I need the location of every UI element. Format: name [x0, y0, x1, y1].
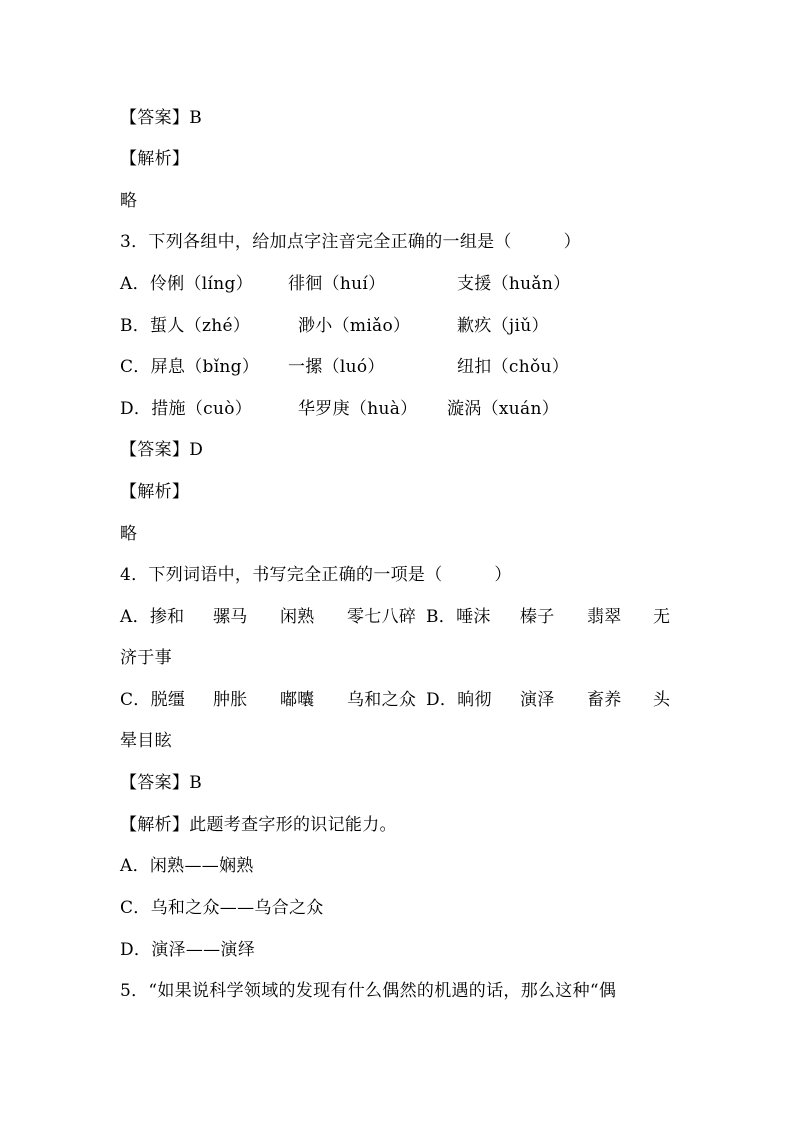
q4-word: 畜养 — [587, 690, 622, 710]
q4-options-line-4: 晕目眩 — [120, 731, 172, 751]
q4-word: 闲熟 — [280, 607, 315, 627]
q4-analysis: 【解析】此题考查字形的识记能力。 — [120, 815, 397, 835]
q3-a-2: 徘徊（huí） — [288, 274, 386, 294]
q3-analysis-text: 略 — [120, 524, 138, 544]
q3-d-3: 漩涡（xuán） — [447, 399, 560, 419]
q3-analysis-label: 【解析】 — [120, 482, 190, 502]
q3-stem: 3．下列各组中，给加点字注音完全正确的一组是（ ） — [120, 232, 581, 252]
q4-word: 翡翠 — [587, 607, 622, 627]
q3-c-1: C．屏息（bǐng） — [120, 357, 260, 377]
q3-b-3: 歉疚（jiǔ） — [457, 316, 549, 336]
q4-answer: 【答案】B — [120, 773, 202, 793]
q3-d-1: D．措施（cuò） — [120, 399, 253, 419]
q5-stem: 5．“如果说科学领域的发现有什么偶然的机遇的话，那么这种“偶 — [120, 981, 617, 1001]
q4-word: D．晌彻 — [426, 690, 492, 710]
q4-word: 头 — [653, 690, 671, 710]
q4-word: 肿胀 — [213, 690, 248, 710]
q4-correction-c: C．乌和之众——乌合之众 — [120, 898, 324, 918]
q4-word: C．脱缰 — [120, 690, 186, 710]
q4-options-line-2: 济于事 — [120, 648, 172, 668]
q4-word: 演泽 — [520, 690, 555, 710]
q3-b-2: 渺小（miǎo） — [298, 316, 411, 336]
q2-answer: 【答案】B — [120, 108, 202, 128]
q4-word: A．掺和 — [120, 607, 185, 627]
q3-answer: 【答案】D — [120, 440, 204, 460]
q4-correction-d: D．演泽——演绎 — [120, 940, 256, 960]
q4-word: 零七八碎 — [347, 607, 417, 627]
q3-a-3: 支援（huǎn） — [457, 274, 571, 294]
q4-word: 骡马 — [213, 607, 248, 627]
q2-analysis-label: 【解析】 — [120, 149, 190, 169]
q3-c-3: 纽扣（chǒu） — [457, 357, 570, 377]
q3-d-2: 华罗庚（huà） — [298, 399, 418, 419]
q3-a-1: A．伶俐（líng） — [120, 274, 253, 294]
q4-word: 嘟囔 — [280, 690, 315, 710]
q4-word: 榛子 — [520, 607, 555, 627]
q4-word: B．唾沫 — [426, 607, 491, 627]
q2-analysis-text: 略 — [120, 191, 138, 211]
q3-b-1: B．蜇人（zhé） — [120, 316, 251, 336]
q4-word: 乌和之众 — [347, 690, 417, 710]
q4-correction-a: A．闲熟——娴熟 — [120, 856, 254, 876]
q3-c-2: 一摞（luó） — [288, 357, 385, 377]
q4-stem: 4．下列词语中，书写完全正确的一项是（ ） — [120, 565, 512, 585]
q4-word: 无 — [653, 607, 671, 627]
